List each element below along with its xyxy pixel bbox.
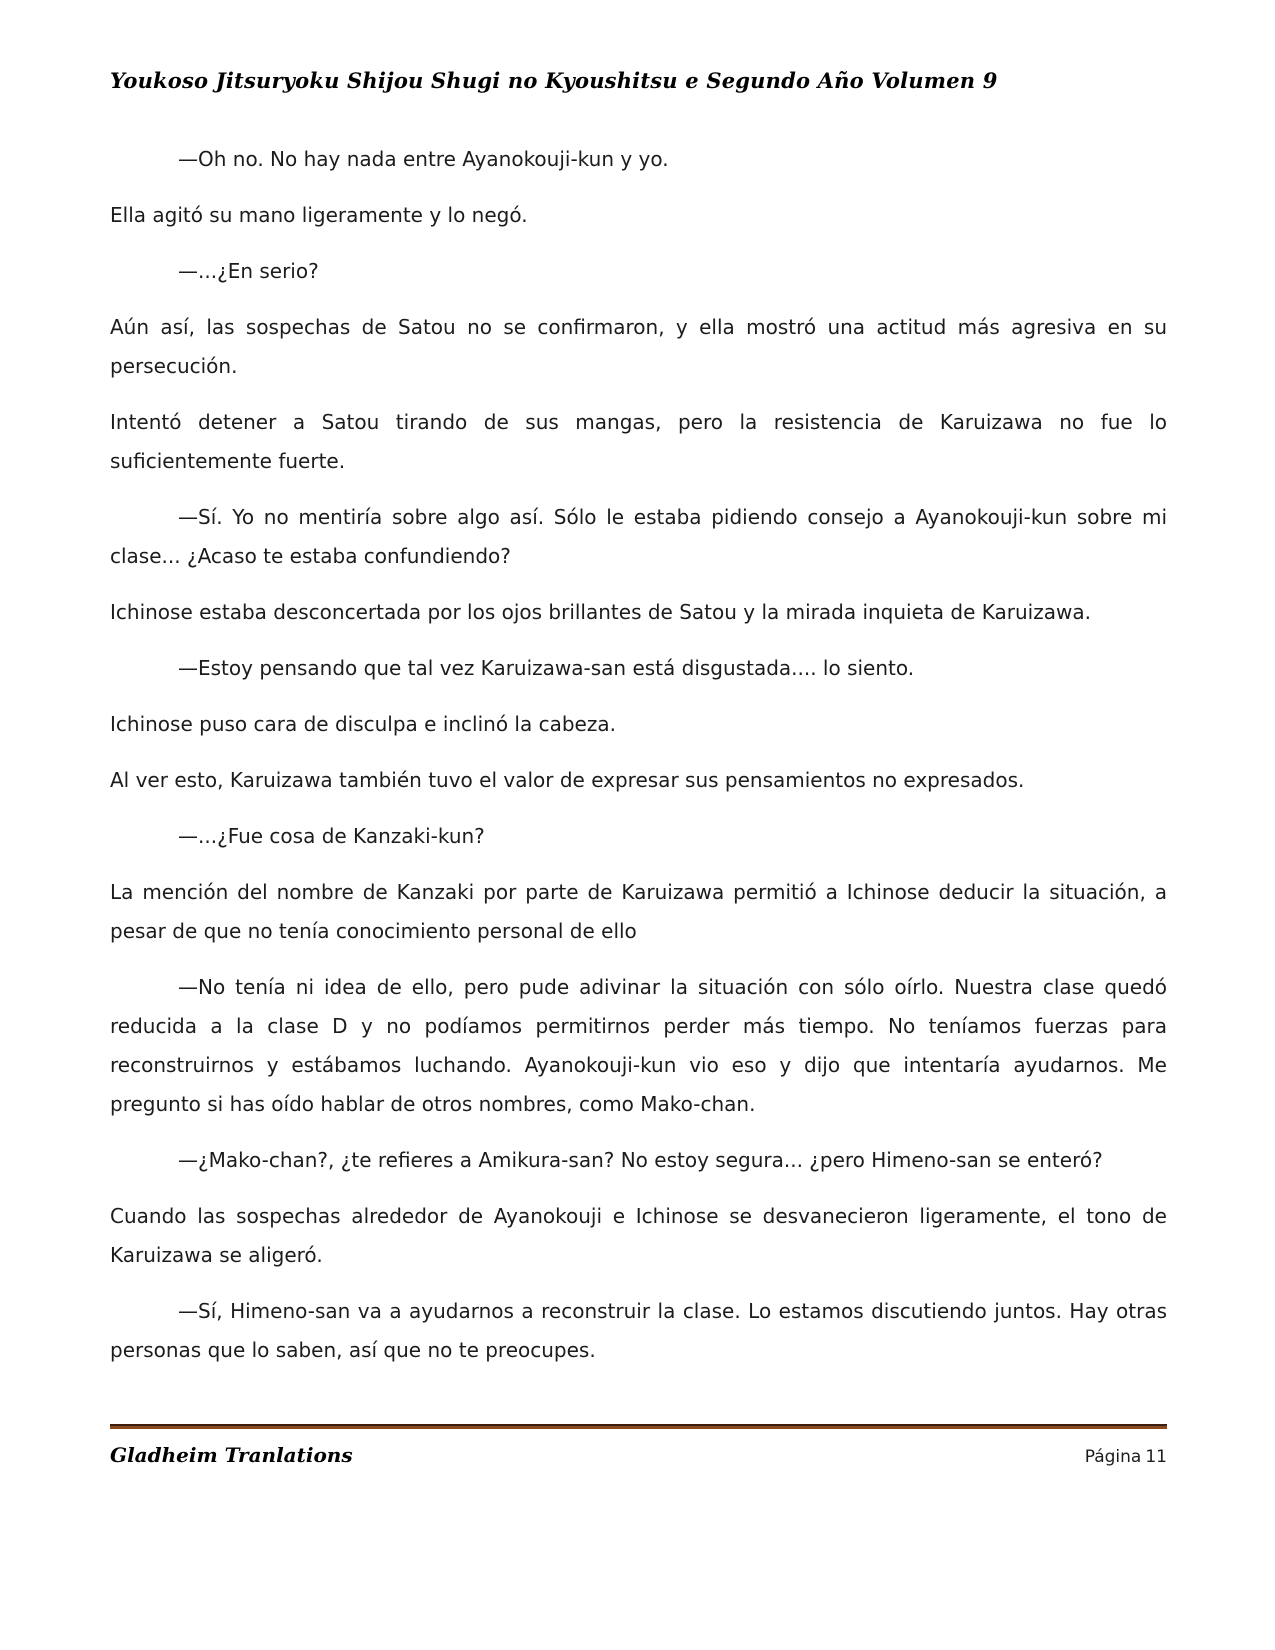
dialogue-paragraph: —Sí. Yo no mentiría sobre algo así. Sólo le estaba pidiendo consejo a Ayanokouji-kun sobre mi clase... ¿Acaso te estaba confundiendo? <box>110 505 1167 568</box>
translator-credit: Gladheim Tranlations <box>110 1443 353 1467</box>
narration-paragraph: Ichinose estaba desconcertada por los ojos brillantes de Satou y la mirada inquieta de Karuizawa. <box>110 600 1091 624</box>
dialogue-paragraph: —¿Mako-chan?, ¿te refieres a Amikura-san? No estoy segura... ¿pero Himeno-san se enteró? <box>178 1148 1103 1172</box>
dialogue-paragraph: —Sí, Himeno-san va a ayudarnos a reconstruir la clase. Lo estamos discutiendo juntos. Hay otras personas que lo saben, así que no te preocupes. <box>110 1299 1167 1362</box>
header-title: Youkoso Jitsuryoku Shijou Shugi no Kyoushitsu e Segundo Año Volumen 9 <box>110 68 998 93</box>
narration-paragraph: Aún así, las sospechas de Satou no se confirmaron, y ella mostró una actitud más agresiva en su persecución. <box>110 315 1167 378</box>
narration-paragraph: Ichinose puso cara de disculpa e inclinó la cabeza. <box>110 712 616 736</box>
page-header <box>110 68 1167 93</box>
page-number: 11 <box>1145 1447 1167 1467</box>
page-number-label: Página <box>1084 1447 1142 1467</box>
footer-row <box>110 1443 1167 1467</box>
page-number-field <box>1085 1447 1167 1467</box>
page-footer <box>110 1424 1167 1467</box>
narration-paragraph: Intentó detener a Satou tirando de sus mangas, pero la resistencia de Karuizawa no fue lo suficientemente fuerte. <box>110 410 1167 473</box>
narration-paragraph: Al ver esto, Karuizawa también tuvo el valor de expresar sus pensamientos no expresados. <box>110 768 1025 792</box>
footer-divider <box>110 1424 1167 1429</box>
dialogue-paragraph: —Oh no. No hay nada entre Ayanokouji-kun y yo. <box>178 147 669 171</box>
dialogue-paragraph: —No tenía ni idea de ello, pero pude adivinar la situación con sólo oírlo. Nuestra clase quedó reducida a la clase D y no podíamos permitirnos perder más tiempo. No teníamos fuerzas para reconstruirnos y estábamos luchando. Ayanokouji-kun vio eso y dijo que intentaría ayudarnos. Me pregunto si has oído hablar de otros nombres, como Mako-chan. <box>110 975 1167 1116</box>
dialogue-paragraph: —...¿En serio? <box>178 259 319 283</box>
narration-paragraph: Cuando las sospechas alrededor de Ayanokouji e Ichinose se desvanecieron ligeramente, el tono de Karuizawa se aligeró. <box>110 1204 1167 1267</box>
dialogue-paragraph: —Estoy pensando que tal vez Karuizawa-san está disgustada.... lo siento. <box>178 656 915 680</box>
dialogue-paragraph: —...¿Fue cosa de Kanzaki-kun? <box>178 824 485 848</box>
document-body <box>110 140 1167 1387</box>
narration-paragraph: Ella agitó su mano ligeramente y lo negó. <box>110 203 528 227</box>
narration-paragraph: La mención del nombre de Kanzaki por parte de Karuizawa permitió a Ichinose deducir la situación, a pesar de que no tenía conocimiento personal de ello <box>110 880 1167 943</box>
